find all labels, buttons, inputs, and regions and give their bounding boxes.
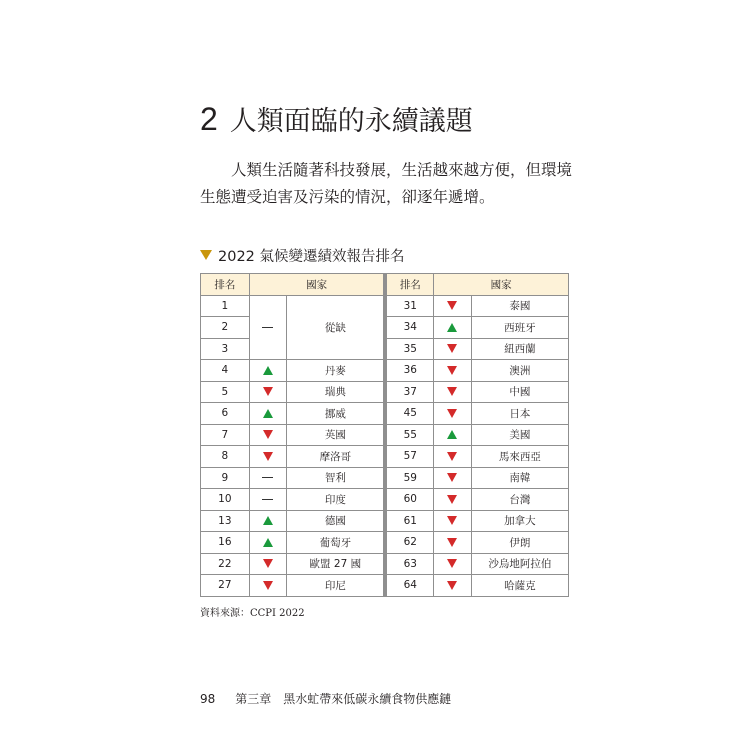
country-cell: 加拿大 xyxy=(472,511,569,533)
rank-cell: 61 xyxy=(384,511,434,533)
rank-cell: 57 xyxy=(384,446,434,468)
trend-cell xyxy=(434,532,472,554)
rank-cell: 10 xyxy=(200,489,250,511)
down-arrow-icon xyxy=(263,452,273,461)
country-cell: 德國 xyxy=(287,511,384,533)
rank-cell: 13 xyxy=(200,511,250,533)
chapter-number: 2 xyxy=(200,101,218,137)
rank-cell: 35 xyxy=(384,339,434,361)
trend-cell xyxy=(250,468,288,490)
trend-cell xyxy=(434,382,472,404)
rank-cell: 5 xyxy=(200,382,250,404)
ranking-table xyxy=(200,273,569,597)
trend-cell xyxy=(434,339,472,361)
table-row xyxy=(200,532,569,554)
down-arrow-icon xyxy=(447,559,457,568)
rank-cell: 9 xyxy=(200,468,250,490)
table-row xyxy=(200,360,569,382)
trend-cell xyxy=(250,360,288,382)
up-arrow-icon xyxy=(263,538,273,547)
trend-cell xyxy=(434,403,472,425)
table-caption xyxy=(200,247,405,267)
country-cell: 泰國 xyxy=(472,296,569,318)
table-row xyxy=(200,425,569,447)
chapter-heading: 人類面臨的永續議題 xyxy=(229,106,473,137)
trend-cell xyxy=(434,425,472,447)
country-cell: 瑞典 xyxy=(287,382,384,404)
trend-cell xyxy=(250,446,288,468)
down-arrow-icon xyxy=(263,581,273,590)
country-cell: 沙烏地阿拉伯 xyxy=(472,554,569,576)
chapter-title xyxy=(200,99,473,142)
rank-cell: 7 xyxy=(200,425,250,447)
trend-cell xyxy=(250,575,288,597)
no-change-icon xyxy=(262,327,273,328)
country-cell: 印度 xyxy=(287,489,384,511)
country-cell: 馬來西亞 xyxy=(472,446,569,468)
country-cell: 英國 xyxy=(287,425,384,447)
trend-cell xyxy=(250,489,288,511)
no-change-icon xyxy=(262,499,273,500)
page-number: 98 xyxy=(200,692,216,706)
rank-cell: 8 xyxy=(200,446,250,468)
down-arrow-icon xyxy=(263,387,273,396)
header-country-left: 國家 xyxy=(250,273,385,296)
table-caption-text: 2022 氣候變遷績效報告排名 xyxy=(218,249,405,265)
trend-cell xyxy=(250,554,288,576)
country-cell: 摩洛哥 xyxy=(287,446,384,468)
trend-cell xyxy=(434,446,472,468)
down-arrow-icon xyxy=(447,301,457,310)
header-rank-left: 排名 xyxy=(200,273,250,296)
trend-cell xyxy=(250,511,288,533)
trend-cell xyxy=(434,575,472,597)
up-arrow-icon xyxy=(447,323,457,332)
table-row xyxy=(200,554,569,576)
down-arrow-icon xyxy=(447,409,457,418)
country-cell: 挪威 xyxy=(287,403,384,425)
up-arrow-icon xyxy=(263,516,273,525)
down-arrow-icon xyxy=(447,516,457,525)
rank-cell: 3 xyxy=(200,339,250,361)
caption-triangle-icon xyxy=(200,250,212,260)
country-cell: 台灣 xyxy=(472,489,569,511)
trend-cell xyxy=(434,554,472,576)
trend-cell xyxy=(434,360,472,382)
country-cell: 智利 xyxy=(287,468,384,490)
trend-cell xyxy=(434,317,472,339)
country-cell: 南韓 xyxy=(472,468,569,490)
rank-cell: 34 xyxy=(384,317,434,339)
rank-cell: 2 xyxy=(200,317,250,339)
table-row xyxy=(200,468,569,490)
country-cell: 日本 xyxy=(472,403,569,425)
no-change-icon xyxy=(262,477,273,478)
country-cell: 伊朗 xyxy=(472,532,569,554)
rank-cell: 60 xyxy=(384,489,434,511)
down-arrow-icon xyxy=(447,473,457,482)
trend-cell-merged xyxy=(250,296,288,361)
up-arrow-icon xyxy=(447,430,457,439)
down-arrow-icon xyxy=(447,538,457,547)
down-arrow-icon xyxy=(447,581,457,590)
table-row xyxy=(200,575,569,597)
country-cell: 丹麥 xyxy=(287,360,384,382)
trend-cell xyxy=(434,511,472,533)
header-rank-right: 排名 xyxy=(384,273,434,296)
up-arrow-icon xyxy=(263,366,273,375)
table-row xyxy=(200,296,569,318)
down-arrow-icon xyxy=(447,452,457,461)
down-arrow-icon xyxy=(447,387,457,396)
rank-cell: 31 xyxy=(384,296,434,318)
header-country-right: 國家 xyxy=(434,273,569,296)
down-arrow-icon xyxy=(263,430,273,439)
table-row xyxy=(200,403,569,425)
trend-cell xyxy=(250,403,288,425)
country-cell: 紐西蘭 xyxy=(472,339,569,361)
table-row xyxy=(200,446,569,468)
country-cell: 葡萄牙 xyxy=(287,532,384,554)
trend-cell xyxy=(434,296,472,318)
table-row xyxy=(200,382,569,404)
down-arrow-icon xyxy=(263,559,273,568)
trend-cell xyxy=(434,468,472,490)
table-row xyxy=(200,489,569,511)
down-arrow-icon xyxy=(447,344,457,353)
up-arrow-icon xyxy=(263,409,273,418)
rank-cell: 59 xyxy=(384,468,434,490)
rank-cell: 4 xyxy=(200,360,250,382)
trend-cell xyxy=(250,532,288,554)
country-cell: 印尼 xyxy=(287,575,384,597)
rank-cell: 63 xyxy=(384,554,434,576)
rank-cell: 37 xyxy=(384,382,434,404)
rank-cell: 55 xyxy=(384,425,434,447)
source-note: 資料來源：CCPI 2022 xyxy=(200,608,305,619)
rank-cell: 22 xyxy=(200,554,250,576)
country-cell: 歐盟 27 國 xyxy=(287,554,384,576)
trend-cell xyxy=(250,425,288,447)
rank-cell: 62 xyxy=(384,532,434,554)
rank-cell: 64 xyxy=(384,575,434,597)
country-cell: 西班牙 xyxy=(472,317,569,339)
rank-cell: 6 xyxy=(200,403,250,425)
rank-cell: 45 xyxy=(384,403,434,425)
page-footer xyxy=(200,690,451,707)
intro-paragraph: 人類生活隨著科技發展，生活越來越方便，但環境生態遭受迫害及污染的情況，卻逐年遞增。 xyxy=(200,161,573,206)
country-cell: 哈薩克 xyxy=(472,575,569,597)
country-cell-merged: 從缺 xyxy=(287,296,384,361)
rank-cell: 27 xyxy=(200,575,250,597)
footer-chapter-label: 第三章 黑水虻帶來低碳永續食物供應鏈 xyxy=(235,692,452,706)
rank-cell: 16 xyxy=(200,532,250,554)
table-header-row xyxy=(200,273,569,296)
rank-cell: 36 xyxy=(384,360,434,382)
country-cell: 澳洲 xyxy=(472,360,569,382)
trend-cell xyxy=(434,489,472,511)
country-cell: 中國 xyxy=(472,382,569,404)
down-arrow-icon xyxy=(447,495,457,504)
table-body xyxy=(200,296,569,597)
country-cell: 美國 xyxy=(472,425,569,447)
rank-cell: 1 xyxy=(200,296,250,318)
down-arrow-icon xyxy=(447,366,457,375)
trend-cell xyxy=(250,382,288,404)
table-row xyxy=(200,511,569,533)
